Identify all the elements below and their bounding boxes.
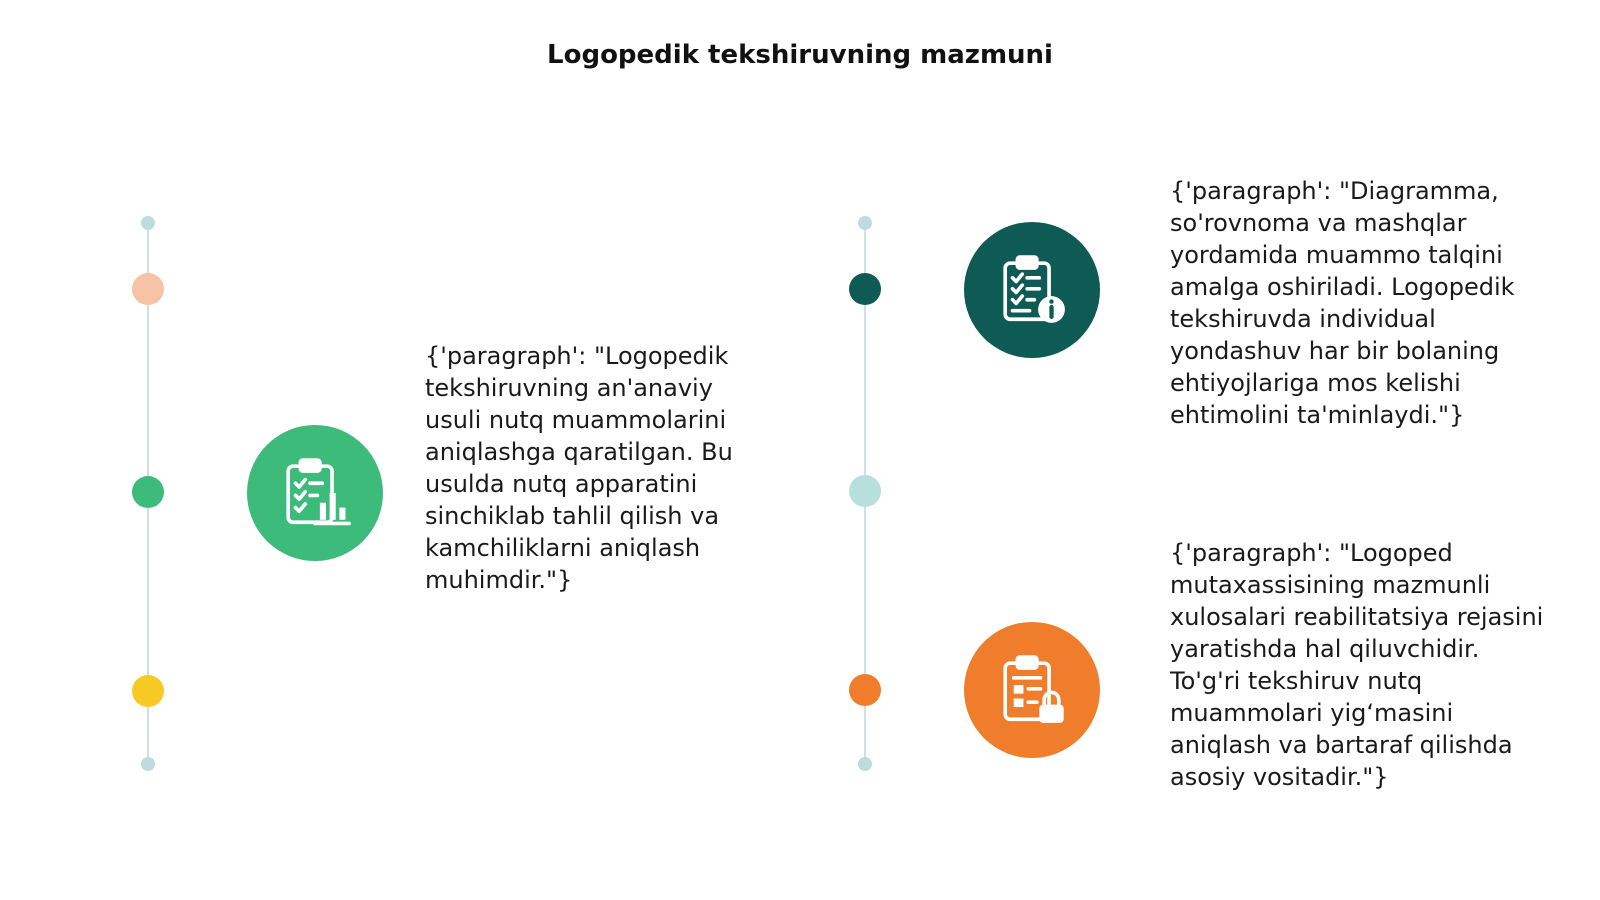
page-title: Logopedik tekshiruvning mazmuni <box>547 40 1053 70</box>
left-timeline-dot-green <box>132 476 164 508</box>
right-timeline-dot-dark-teal <box>849 273 881 305</box>
clipboard-info-icon-circle <box>964 222 1100 358</box>
left-timeline-endpoint-top <box>141 216 155 230</box>
left-timeline-dot-yellow <box>132 675 164 707</box>
clipboard-chart-icon <box>276 454 354 532</box>
right-timeline-endpoint-top <box>858 216 872 230</box>
clipboard-lock-icon <box>993 651 1071 729</box>
paragraph-2: {'paragraph': "Diagramma, so'rovnoma va mashqlar yordamida muammo talqini amalga oshiriladi. Logopedik tekshiruvda individual yondashuv har bir bolaning ehtiyojlariga mos kelishi ehtimolini ta'minlaydi."} <box>1170 177 1515 429</box>
clipboard-chart-icon-circle <box>247 425 383 561</box>
paragraph-3: {'paragraph': "Logoped mutaxassisining mazmunli xulosalari reabilitatsiya rejasini yaratishda hal qiluvchidir. To'g'ri tekshiruv nutq muammolari yig‘masini aniqlash va bartaraf qilishda asosiy vositadir."} <box>1170 539 1544 791</box>
right-timeline-dot-orange <box>849 674 881 706</box>
right-timeline-dot-light-teal <box>849 475 881 507</box>
paragraph-1: {'paragraph': "Logopedik tekshiruvning an'anaviy usuli nutq muammolarini aniqlashga qaratilgan. Bu usulda nutq apparatini sinchiklab tahlil qilish va kamchiliklarni aniqlash muhimdir."} <box>425 342 733 594</box>
left-timeline-dot-peach <box>132 273 164 305</box>
clipboard-lock-icon-circle <box>964 622 1100 758</box>
clipboard-info-icon <box>993 251 1071 329</box>
right-timeline-endpoint-bottom <box>858 757 872 771</box>
left-timeline-endpoint-bottom <box>141 757 155 771</box>
